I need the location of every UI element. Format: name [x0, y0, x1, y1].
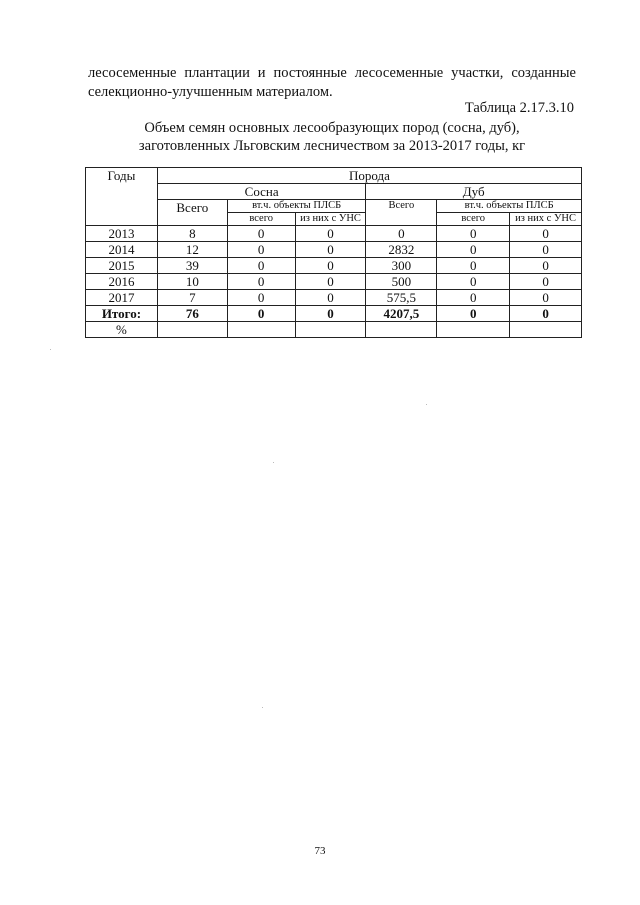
table-row	[86, 258, 582, 274]
table-row	[86, 226, 582, 242]
pine-all-sum: 0	[227, 306, 295, 322]
intro-line-2: селекционно-улучшенным материалом.	[88, 84, 333, 100]
intro-line-1: лесосеменные плантации и постоянные лесосеменные участки, созданные	[88, 65, 576, 81]
table-row	[86, 274, 582, 290]
table-number: Таблица 2.17.3.10	[464, 100, 574, 116]
year-cell: 2013	[86, 226, 158, 242]
caption-line-1: Объем семян основных лесообразующих пород (сосна, дуб),	[144, 120, 520, 136]
header-row-2	[86, 184, 582, 200]
oak-header: Дуб	[366, 184, 582, 200]
oak-all-cell: 0	[437, 290, 510, 306]
oak-all-sum: 0	[437, 306, 510, 322]
year-cell: 2015	[86, 258, 158, 274]
empty-cell	[437, 322, 510, 338]
pine-total-sum: 76	[157, 306, 227, 322]
scan-speck	[50, 349, 51, 350]
pine-all-cell: 0	[227, 274, 295, 290]
caption-line-2: заготовленных Льговским лесничеством за 2013-2017 годы, кг	[138, 138, 526, 154]
pine-total-cell: 10	[157, 274, 227, 290]
empty-cell	[227, 322, 295, 338]
oak-uns-cell: 0	[510, 226, 582, 242]
pine-uns-cell: 0	[295, 226, 366, 242]
empty-cell	[510, 322, 582, 338]
pine-header: Сосна	[157, 184, 366, 200]
intro-paragraph	[88, 64, 576, 102]
scan-speck	[273, 462, 274, 463]
header-row-3	[86, 200, 582, 213]
oak-uns-sum: 0	[510, 306, 582, 322]
oak-uns-cell: 0	[510, 258, 582, 274]
page-number: 73	[314, 845, 326, 857]
pine-all-cell: 0	[227, 242, 295, 258]
pine-incl-total-header: всего	[227, 213, 295, 226]
oak-incl-total-header: всего	[437, 213, 510, 226]
oak-all-cell: 0	[437, 258, 510, 274]
oak-all-cell: 0	[437, 274, 510, 290]
pine-total-cell: 7	[157, 290, 227, 306]
pine-total-header: Всего	[157, 200, 227, 226]
oak-total-cell: 500	[366, 274, 437, 290]
oak-all-cell: 0	[437, 226, 510, 242]
pine-uns-sum: 0	[295, 306, 366, 322]
table-row	[86, 242, 582, 258]
pine-all-cell: 0	[227, 258, 295, 274]
percent-label: %	[86, 322, 158, 338]
empty-cell	[366, 322, 437, 338]
years-header: Годы	[86, 168, 158, 226]
table-caption	[88, 119, 576, 155]
header-row-1	[86, 168, 582, 184]
oak-incl-uns-header: из них с УНС	[510, 213, 582, 226]
empty-cell	[295, 322, 366, 338]
scan-speck	[426, 404, 427, 405]
pine-uns-cell: 0	[295, 290, 366, 306]
pine-total-cell: 39	[157, 258, 227, 274]
year-cell: 2016	[86, 274, 158, 290]
pine-all-cell: 0	[227, 226, 295, 242]
oak-total-cell: 575,5	[366, 290, 437, 306]
scan-speck	[262, 707, 263, 708]
seed-volume-table	[85, 167, 582, 338]
breed-header: Порода	[157, 168, 581, 184]
pine-uns-cell: 0	[295, 242, 366, 258]
year-cell: 2017	[86, 290, 158, 306]
oak-uns-cell: 0	[510, 274, 582, 290]
pine-total-cell: 12	[157, 242, 227, 258]
year-cell: 2014	[86, 242, 158, 258]
oak-all-cell: 0	[437, 242, 510, 258]
pine-uns-cell: 0	[295, 258, 366, 274]
oak-total-header: Всего	[366, 200, 437, 226]
totals-label: Итого:	[86, 306, 158, 322]
empty-cell	[157, 322, 227, 338]
pine-incl-header: вт.ч. объекты ПЛСБ	[227, 200, 366, 213]
oak-total-cell: 300	[366, 258, 437, 274]
oak-total-sum: 4207,5	[366, 306, 437, 322]
totals-row	[86, 306, 582, 322]
pine-incl-uns-header: из них с УНС	[295, 213, 366, 226]
table-row	[86, 290, 582, 306]
pine-uns-cell: 0	[295, 274, 366, 290]
percent-row	[86, 322, 582, 338]
oak-uns-cell: 0	[510, 242, 582, 258]
pine-total-cell: 8	[157, 226, 227, 242]
oak-uns-cell: 0	[510, 290, 582, 306]
oak-total-cell: 0	[366, 226, 437, 242]
oak-incl-header: вт.ч. объекты ПЛСБ	[437, 200, 582, 213]
oak-total-cell: 2832	[366, 242, 437, 258]
pine-all-cell: 0	[227, 290, 295, 306]
